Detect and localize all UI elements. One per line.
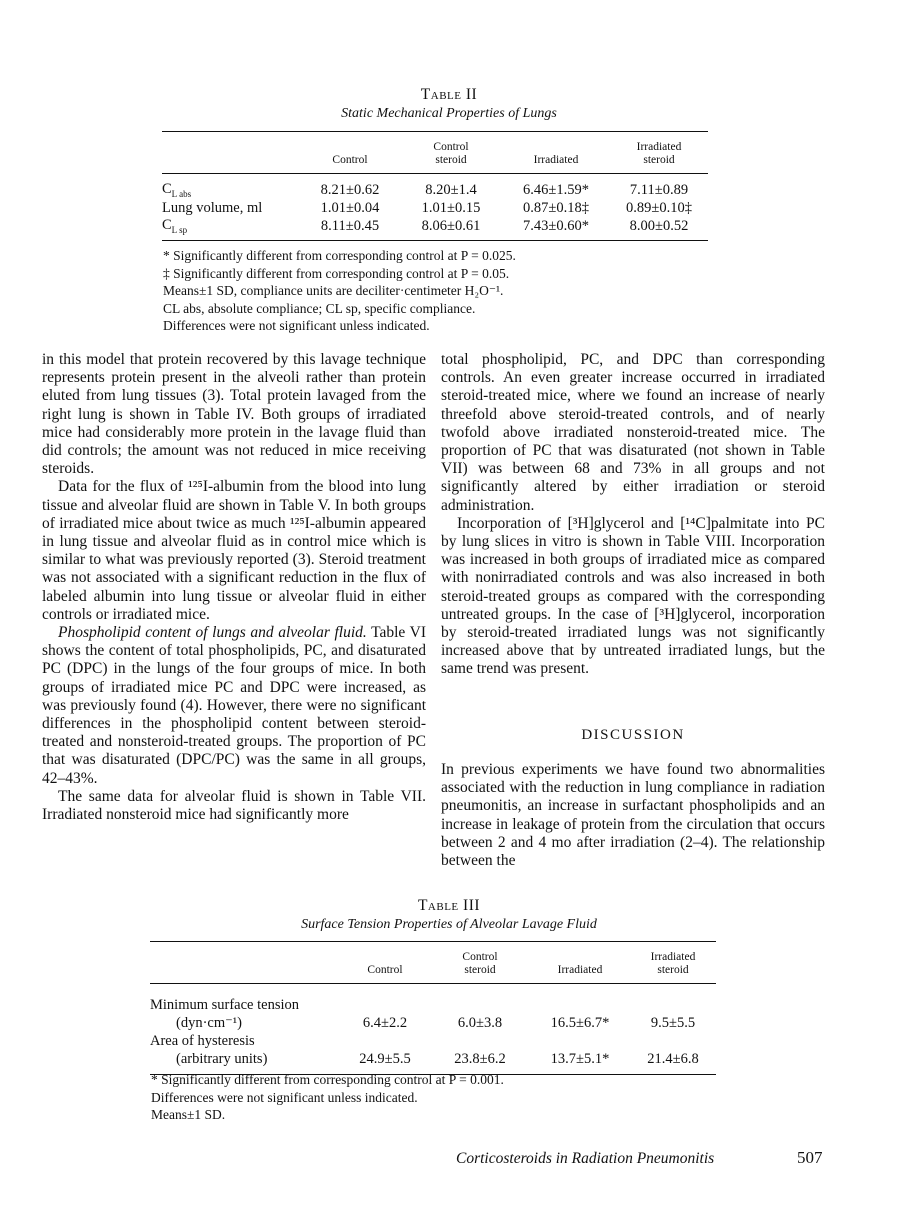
- table3-cell: 23.8±6.2: [454, 1050, 506, 1067]
- table2-row-label: Lung volume, ml: [162, 199, 263, 216]
- table2-cell: 8.11±0.45: [320, 218, 380, 234]
- table2-cell: 7.43±0.60*: [523, 218, 589, 234]
- table3-row-label: Minimum surface tension (dyn·cm⁻¹): [150, 996, 300, 1031]
- table2-row-label: $C_{L abs}$: [162, 180, 192, 199]
- table-row: [150, 1032, 716, 1075]
- table2-cell: 7.11±0.89: [629, 181, 689, 198]
- paragraph: Phospholipid content of lungs and alveolar fluid. Table VI shows the content of total phospholipids, PC, and disaturated PC (DPC) in the lungs of the four groups of mice. In both groups of irradiated mice PC and DPC were increased, as was previously found (4). However, there were no significant differences in the phospholipid content between steroid-treated and nonsteroid-treated groups. The proportion of PC that was disaturated (DPC/PC) was the same in all groups, 42–43%.: [42, 624, 426, 787]
- table3-header-blank: [150, 942, 340, 984]
- table2-header-irradiated-steroid: Irradiated steroid: [636, 141, 682, 166]
- table2-row-label: $C_{L sp}$: [162, 217, 188, 235]
- table2-header-control-steroid: Control steroid: [433, 141, 469, 166]
- table2-cell: 8.21±0.62: [320, 181, 380, 198]
- table-row: [162, 174, 708, 199]
- table3-row-label: Area of hysteresis (arbitrary units): [150, 1032, 268, 1067]
- table2-cell: 8.00±0.52: [629, 218, 689, 234]
- table3-cell: 16.5±6.7*: [550, 1014, 610, 1031]
- table-row: [150, 984, 716, 1032]
- footnote: Differences were not significant unless indicated.: [163, 318, 430, 333]
- paragraph: total phospholipid, PC, and DPC than corresponding controls. An even greater increase occurred in irradiated steroid-treated mice, where we found an increase of nearly threefold above steroid-treated controls, and of nearly twofold above irradiated nonsteroid-treated mice. The proportion of PC that was disaturated (not shown in Table VII) was between 68 and 73% in all groups and not significantly altered by either irradiation or steroid administration.: [441, 351, 825, 514]
- table2-cell: 8.06±0.61: [421, 218, 481, 234]
- table3-header-irradiated-steroid: Irradiated steroid: [650, 951, 696, 976]
- table2-cell: 6.46±1.59*: [523, 181, 589, 198]
- table3-header-irradiated: Irradiated: [557, 964, 603, 976]
- table3-cell: 24.9±5.5: [359, 1050, 411, 1067]
- table2-cell: 0.87±0.18‡: [523, 199, 589, 216]
- paragraph: Data for the flux of ¹²⁵I-albumin from the blood into lung tissue and alveolar fluid are shown in Table V. In both groups of irradiated mice about twice as much ¹²⁵I-albumin appeared in lung tissue and alveolar fluid as in control mice which is similar to what was previously reported (3). Steroid treatment was not associated with a significant reduction in the flux of labeled albumin into lung tissue or alveolar fluid in either controls or irradiated mice.: [42, 478, 426, 623]
- table2-title: Table II: [420, 86, 478, 103]
- table3-header-control: Control: [367, 964, 403, 976]
- footnote: Means±1 SD, compliance units are deciliter·centimeter H₂O⁻¹.: [163, 283, 504, 298]
- paragraph: The same data for alveolar fluid is shown in Table VII. Irradiated nonsteroid mice had significantly more: [42, 787, 426, 824]
- paragraph: in this model that protein recovered by this lavage technique represents protein present in the alveoli rather than protein eluted from lung tissues (3). Total protein lavaged from the right lung is shown in Table IV. Both groups of irradiated mice had considerably more protein in the lavage fluid than did controls; the amount was not reduced in mice receiving steroids.: [42, 351, 426, 478]
- page-number: 507: [797, 1148, 823, 1167]
- footnote: * Significantly different from corresponding control at P = 0.001.: [151, 1072, 504, 1087]
- table2-subtitle: Static Mechanical Properties of Lungs: [341, 106, 557, 121]
- table3-header-control-steroid: Control steroid: [462, 951, 498, 976]
- table2-header-control: Control: [332, 154, 368, 166]
- table3-subtitle: Surface Tension Properties of Alveolar Lavage Fluid: [301, 917, 597, 932]
- footnote: Differences were not significant unless indicated.: [151, 1089, 418, 1105]
- table3-cell: 9.5±5.5: [650, 1014, 696, 1031]
- table2-cell: 1.01±0.04: [320, 199, 380, 216]
- table2-footnotes: [163, 247, 723, 335]
- table3-footnotes: [151, 1071, 731, 1124]
- paragraph: In previous experiments we have found two abnormalities associated with the reduction in lung compliance in radiation pneumonitis, an increase in surfactant phospholipids and an increase in leakage of protein from the circulation that occurs between 2 and 4 mo after irradiation (2–4). The relationship between the: [441, 761, 825, 870]
- table2-header-blank: [162, 132, 300, 174]
- footnote: CL abs, absolute compliance; CL sp, specific compliance.: [163, 300, 476, 316]
- discussion-title: DISCUSSION: [581, 727, 685, 743]
- table2-cell: 0.89±0.10‡: [626, 199, 692, 216]
- table2-cell: 1.01±0.15: [421, 199, 481, 216]
- table3-cell: 21.4±6.8: [647, 1050, 699, 1067]
- table3-cell: 13.7±5.1*: [550, 1050, 610, 1067]
- table-row: [162, 217, 708, 241]
- right-column: [441, 351, 825, 679]
- table3-title: Table III: [417, 897, 481, 914]
- table3-cell: 6.4±2.2: [362, 1014, 408, 1031]
- footnote: * Significantly different from corresponding control at P = 0.025.: [163, 248, 516, 263]
- footnote: ‡ Significantly different from corresponding control at P = 0.05.: [163, 265, 510, 281]
- table2-header-irradiated: Irradiated: [533, 154, 579, 166]
- table3-cell: 6.0±3.8: [457, 1014, 503, 1031]
- section-heading: Phospholipid content of lungs and alveolar fluid.: [58, 624, 367, 642]
- footnote: Means±1 SD.: [151, 1107, 226, 1122]
- left-column: [42, 351, 426, 824]
- table2-cell: 8.20±1.4: [425, 181, 477, 198]
- paragraph: Incorporation of [³H]glycerol and [¹⁴C]palmitate into PC by lung slices in vitro is shown in Table VIII. Incorporation was increased in both groups of irradiated mice as compared with nonirradiated controls and was also increased in both steroid-treated groups as compared with the corresponding untreated groups. In the case of [³H]glycerol, incorporation by steroid-treated irradiated lungs was not significantly increased above that by untreated irradiated lungs, but the same trend was present.: [441, 514, 825, 678]
- discussion-text: [441, 761, 825, 870]
- table-row: [162, 199, 708, 217]
- running-title: Corticosteroids in Radiation Pneumonitis: [456, 1150, 715, 1167]
- table2: [162, 131, 708, 241]
- table3: [150, 941, 716, 1075]
